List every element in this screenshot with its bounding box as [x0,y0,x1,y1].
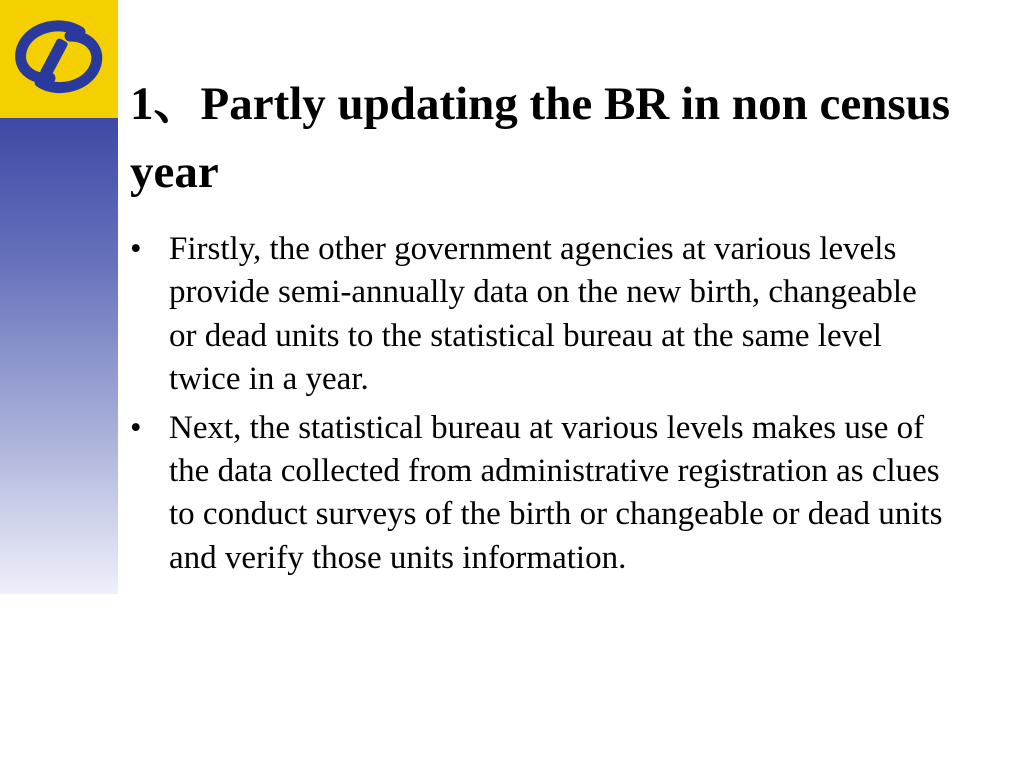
stats-bureau-logo-icon [10,18,106,96]
slide-title: 1、Partly updating the BR in non census year [130,78,951,198]
bullet-marker: • [130,231,142,267]
logo-block [0,0,118,118]
bullet-item-2 [130,407,950,581]
side-gradient-bar [0,118,118,594]
bullet-marker: • [130,409,142,446]
bullet-list [130,228,950,585]
bullet-text: Next, the statistical bureau at various levels makes use of the data collected from administrative registration as clues to conduct surveys of the birth or changeable or dead units and verify those units information. [169,409,943,576]
bullet-item-1 [130,228,950,402]
bullet-text: Firstly, the other government agencies at various levels provide semi-annually data on the new birth, changeable or dead units to the statistical bureau at the same level twice in a year. [169,231,917,398]
